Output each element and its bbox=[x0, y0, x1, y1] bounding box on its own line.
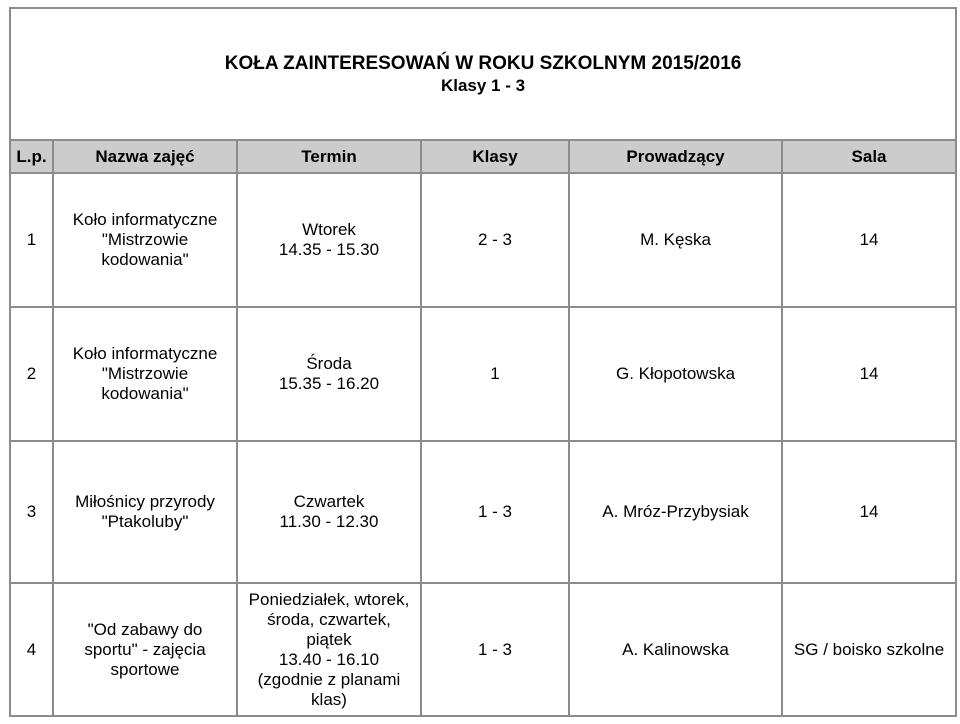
cell-classes: 1 - 3 bbox=[421, 441, 569, 583]
term-line: środa, czwartek, bbox=[267, 609, 391, 629]
name-line: sportu" - zajęcia bbox=[84, 639, 206, 659]
cell-teacher: G. Kłopotowska bbox=[569, 307, 782, 441]
column-header-classes: Klasy bbox=[421, 140, 569, 173]
cell-name bbox=[53, 583, 237, 716]
column-header-teacher: Prowadzący bbox=[569, 140, 782, 173]
term-line: Środa bbox=[306, 354, 352, 373]
table-row bbox=[10, 441, 956, 583]
name-line: "Mistrzowie bbox=[101, 364, 189, 383]
page-subtitle: Klasy 1 - 3 bbox=[440, 76, 526, 95]
cell-teacher: M. Kęska bbox=[569, 173, 782, 307]
cell-lp: 3 bbox=[10, 441, 53, 583]
cell-name bbox=[53, 173, 237, 307]
term-line: 14.35 - 15.30 bbox=[278, 240, 380, 259]
term-line: 13.40 - 16.10 bbox=[278, 649, 380, 669]
term-line: 15.35 - 16.20 bbox=[278, 374, 380, 393]
name-line: Koło informatyczne bbox=[72, 210, 218, 229]
name-line: kodowania" bbox=[101, 250, 189, 269]
cell-term bbox=[237, 441, 421, 583]
cell-classes: 1 bbox=[421, 307, 569, 441]
name-line: sportowe bbox=[110, 659, 180, 679]
cell-name bbox=[53, 441, 237, 583]
cell-lp: 4 bbox=[10, 583, 53, 716]
cell-teacher: A. Kalinowska bbox=[569, 583, 782, 716]
table-row bbox=[10, 307, 956, 441]
cell-room: 14 bbox=[782, 441, 956, 583]
name-line: Miłośnicy przyrody bbox=[75, 492, 215, 511]
term-line: 11.30 - 12.30 bbox=[279, 512, 379, 531]
cell-room: SG / boisko szkolne bbox=[782, 583, 956, 716]
term-line: Wtorek bbox=[302, 220, 356, 239]
title-cell bbox=[10, 8, 956, 140]
schedule-document bbox=[9, 7, 955, 721]
page-title: KOŁA ZAINTERESOWAŃ W ROKU SZKOLNYM 2015/2016 bbox=[224, 53, 742, 74]
cell-room: 14 bbox=[782, 173, 956, 307]
cell-classes: 1 - 3 bbox=[421, 583, 569, 716]
name-line: "Mistrzowie bbox=[101, 230, 189, 249]
cell-teacher: A. Mróz-Przybysiak bbox=[569, 441, 782, 583]
table-row bbox=[10, 583, 956, 716]
table-row bbox=[10, 173, 956, 307]
cell-term bbox=[237, 583, 421, 716]
table-header-row bbox=[10, 140, 956, 173]
term-line: Poniedziałek, wtorek, bbox=[248, 589, 410, 609]
column-header-term: Termin bbox=[237, 140, 421, 173]
cell-term bbox=[237, 307, 421, 441]
name-line: Koło informatyczne bbox=[72, 344, 218, 363]
cell-name bbox=[53, 307, 237, 441]
cell-room: 14 bbox=[782, 307, 956, 441]
cell-lp: 2 bbox=[10, 307, 53, 441]
name-line: kodowania" bbox=[101, 384, 189, 403]
term-line: piątek bbox=[306, 629, 352, 649]
cell-classes: 2 - 3 bbox=[421, 173, 569, 307]
cell-lp: 1 bbox=[10, 173, 53, 307]
column-header-room: Sala bbox=[782, 140, 956, 173]
term-line: klas) bbox=[311, 689, 347, 709]
column-header-lp: L.p. bbox=[10, 140, 53, 173]
cell-term bbox=[237, 173, 421, 307]
name-line: "Ptakoluby" bbox=[101, 512, 189, 531]
term-line: (zgodnie z planami bbox=[257, 669, 401, 689]
name-line: "Od zabawy do bbox=[87, 619, 203, 639]
column-header-name: Nazwa zajęć bbox=[53, 140, 237, 173]
schedule-table bbox=[9, 7, 957, 717]
term-line: Czwartek bbox=[293, 492, 365, 511]
